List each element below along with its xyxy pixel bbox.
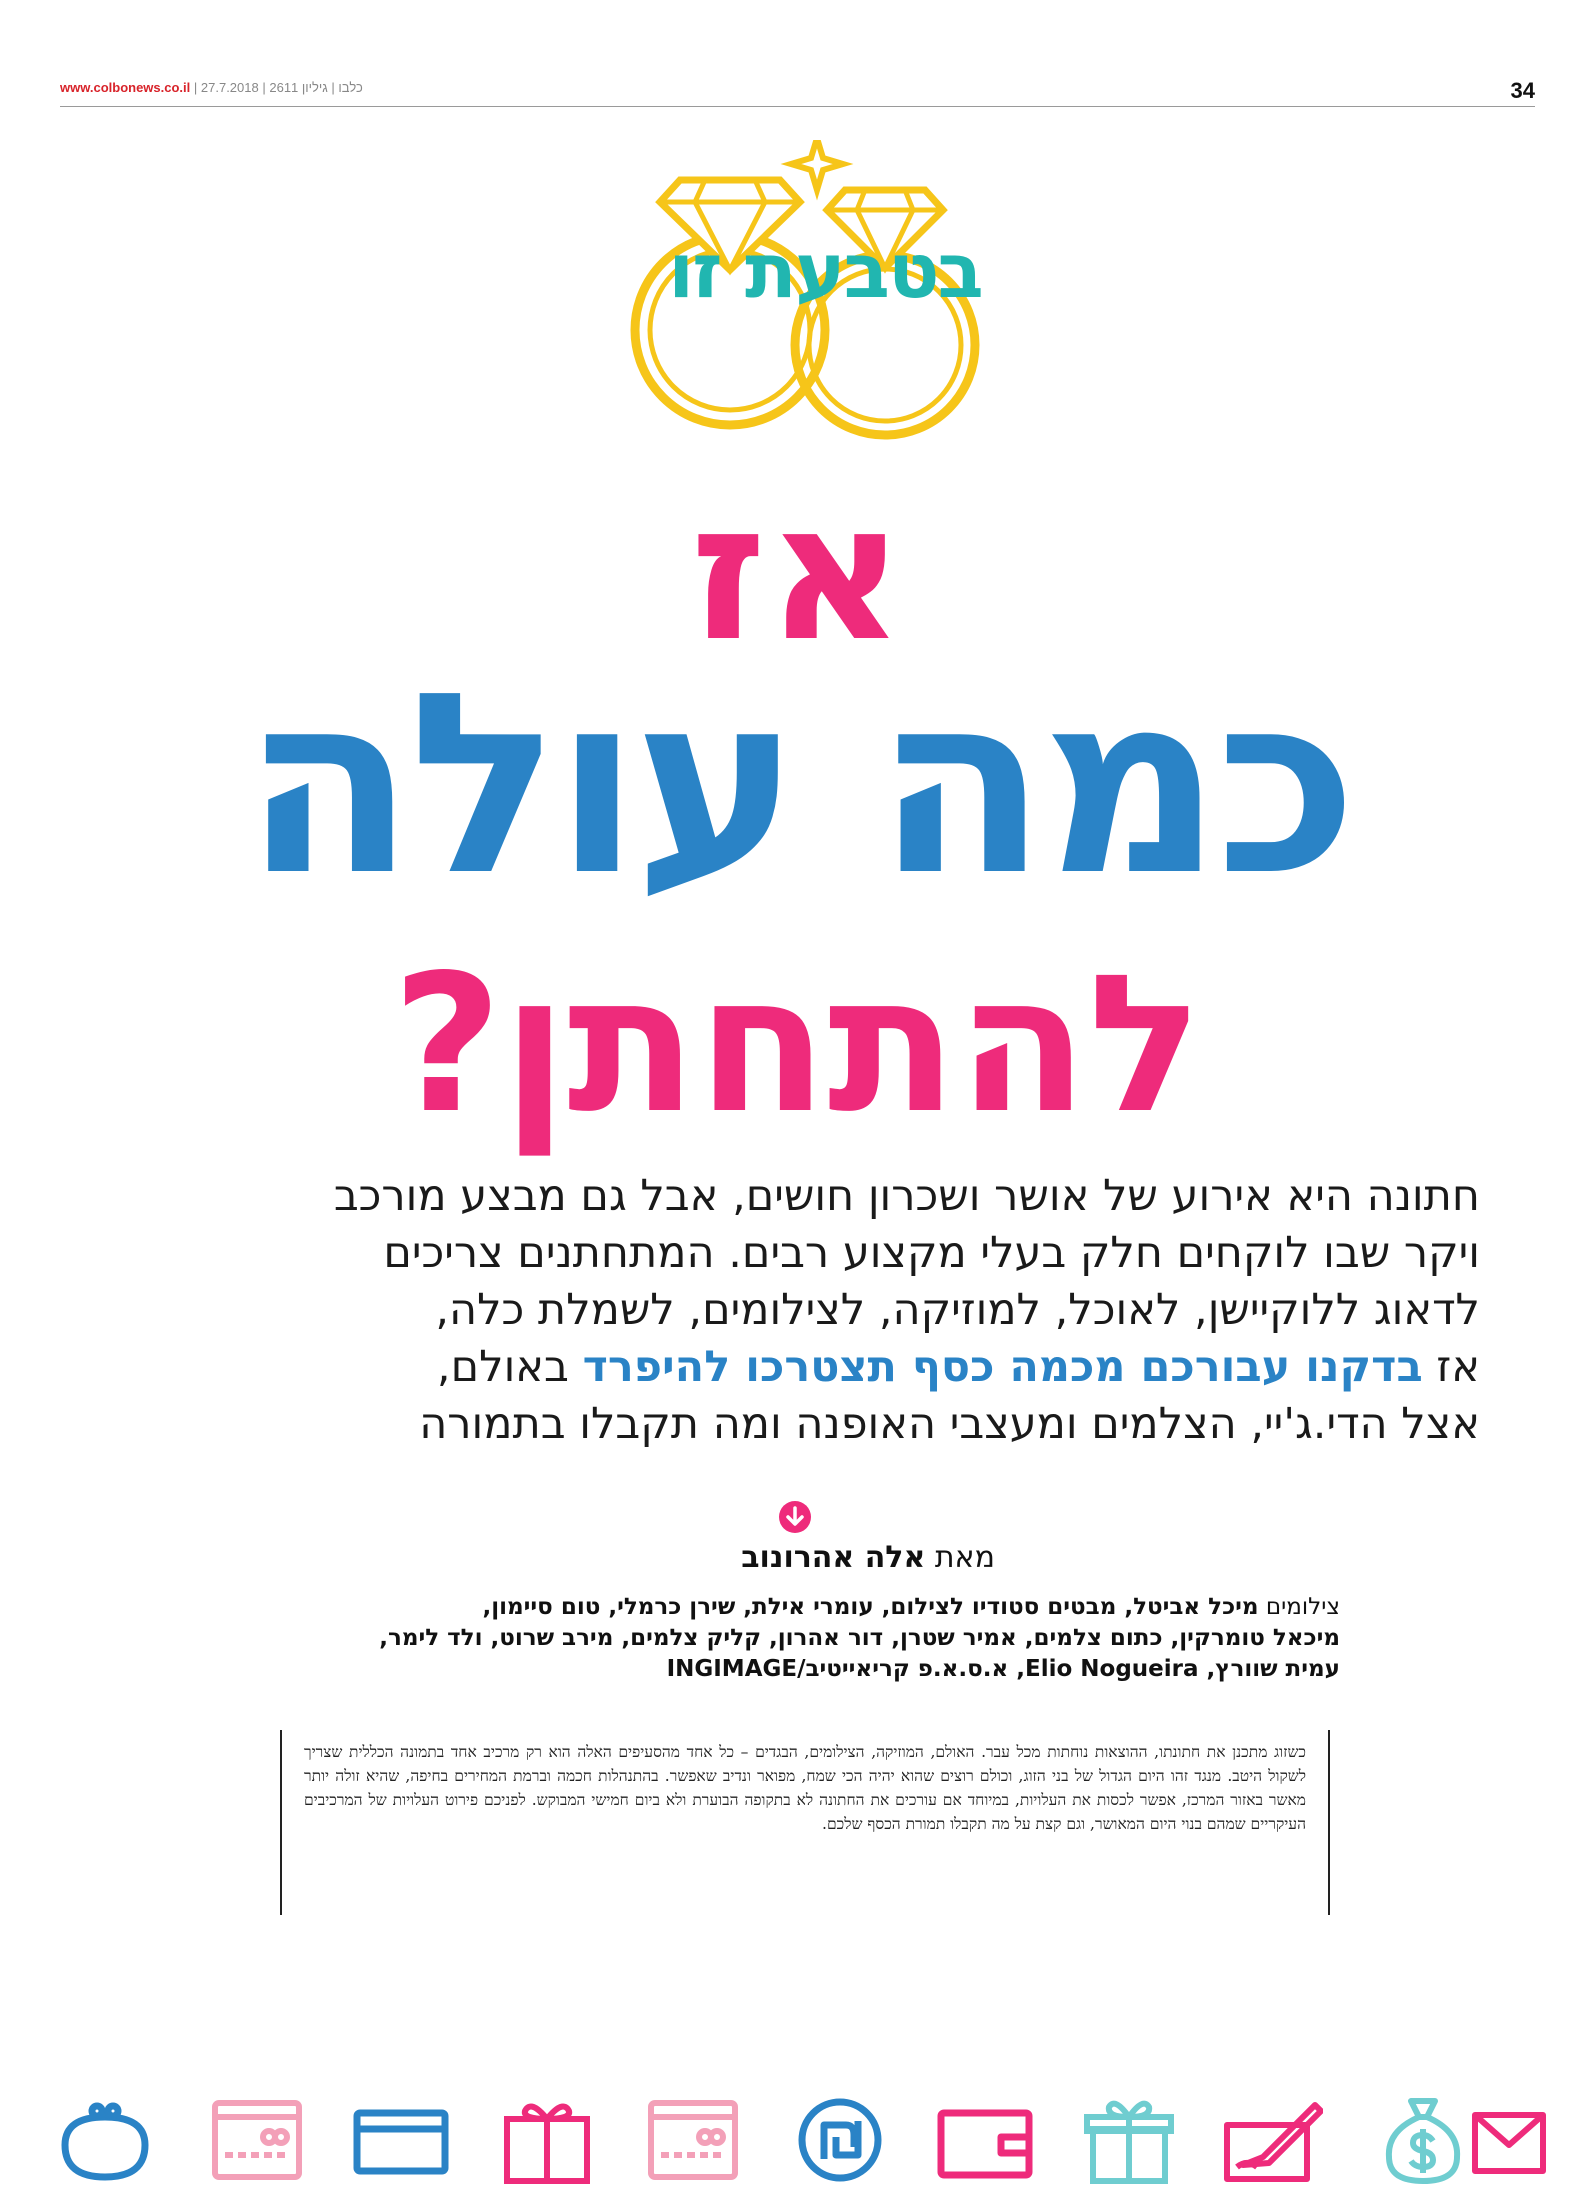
- credit-card-icon: [207, 2095, 307, 2185]
- header-meta: www.colbonews.co.il | כלבו | גיליון 2611 | 27.7.2018: [60, 80, 363, 95]
- byline-prefix: מאת: [934, 1540, 995, 1575]
- lead-text: באולם,: [436, 1342, 583, 1392]
- gift-icon: [1079, 2095, 1179, 2185]
- credits-line: מיכאל טומרקין, כתום צלמים, אמיר שטרן, דור אהרון, קליק צלמים, מירב שרוט, ולד לימר,: [379, 1625, 1340, 1651]
- check-signing-icon: [1223, 2095, 1323, 2185]
- headline-line-2: כמה עולה: [243, 639, 1352, 930]
- byline: [741, 1540, 995, 1575]
- intro-box: [280, 1730, 1330, 1915]
- headline-line-3: להתחתן?: [391, 934, 1204, 1155]
- shekel-coin-icon: [790, 2095, 890, 2185]
- lead-line: אצל הדי.ג'יי, הצלמים ומעצבי האופנה ומה תקבלו בתמורה: [419, 1399, 1480, 1449]
- author-name: אלה אהרונוב: [741, 1540, 926, 1575]
- lead-paragraph: [80, 1168, 1480, 1453]
- envelope-icon: [1471, 2095, 1571, 2185]
- logo-title: בטבעת זו: [668, 226, 982, 315]
- lead-line: ויקר שבו לוקחים חלק בעלי מקצוע רבים. המתחתנים צריכים: [383, 1228, 1480, 1278]
- icon-row: [55, 2095, 1545, 2185]
- header-divider: [60, 106, 1535, 107]
- page-number: 34: [1510, 78, 1535, 103]
- credits-line: עמית שוורץ, Elio Nogueira, א.ס.א.פ קריאייטיב/INGIMAGE: [666, 1656, 1340, 1682]
- intro-text: כשזוג מתכנן את חתונתו, ההוצאות נוחתות מכל עבר. האולם, המוזיקה, הצילומים, הבגדים – כל אחד מהסעיפים האלה הוא רק מרכיב אחד בתמונה הכללית שצריך לשקול היטב. מנגד זהו היום הגדול של בני הזוג, וכולם רוצים שהוא יהיה הכי שמח, מפואר ונדיב שאפשר. בהתנהלות חכמה וברמת המחירים בחיפה, שהיא זולה יותר מאשר באזור המרכז, אפשר לכסות את העלויות, במיוחד אם עורכים את החתונה לא בתקופה הבוערת ולא ביום חמישי המבוקש. לפניכם פירוט העלויות של המרכיבים העיקריים שמהם בנוי היום המאושר, וגם קצת על מה תקבלו תמורת הכסף שלכם.: [304, 1743, 1306, 1833]
- publication-name: כלבו: [338, 80, 363, 95]
- headline-line-1: אז: [690, 462, 905, 683]
- gift-icon: [497, 2095, 597, 2185]
- wallet-icon: [935, 2095, 1035, 2185]
- arrow-down-icon: [778, 1500, 812, 1534]
- issue-date: 27.7.2018: [200, 80, 259, 95]
- bank-card-icon: [351, 2095, 451, 2185]
- site-url[interactable]: www.colbonews.co.il: [60, 80, 191, 95]
- credit-card-icon: [643, 2095, 743, 2185]
- lead-text: אז: [1422, 1342, 1480, 1392]
- credits-names: מיכל אביטל, מבטים סטודיו לצילום, עומרי אילת, שירן כרמלי, טום סיימון,: [482, 1594, 1259, 1620]
- lead-line: לדאוג ללוקיישן, לאוכל, למוזיקה, לצילומים, לשמלת כלה,: [435, 1285, 1480, 1335]
- photo-credits: [200, 1592, 1340, 1685]
- credits-label: צילומים: [1265, 1594, 1340, 1620]
- credits-line: [200, 1592, 1340, 1623]
- lead-highlight: בדקנו עבורכם מכמה כסף תצטרכו להיפרד: [582, 1342, 1423, 1392]
- lead-line: חתונה היא אירוע של אושר ושכרון חושים, אבל גם מבצע מורכב: [333, 1171, 1480, 1221]
- money-bag-icon: [1373, 2095, 1473, 2185]
- purse-icon: [55, 2095, 155, 2185]
- issue-number: גיליון 2611: [269, 80, 328, 95]
- lead-line: [80, 1339, 1480, 1396]
